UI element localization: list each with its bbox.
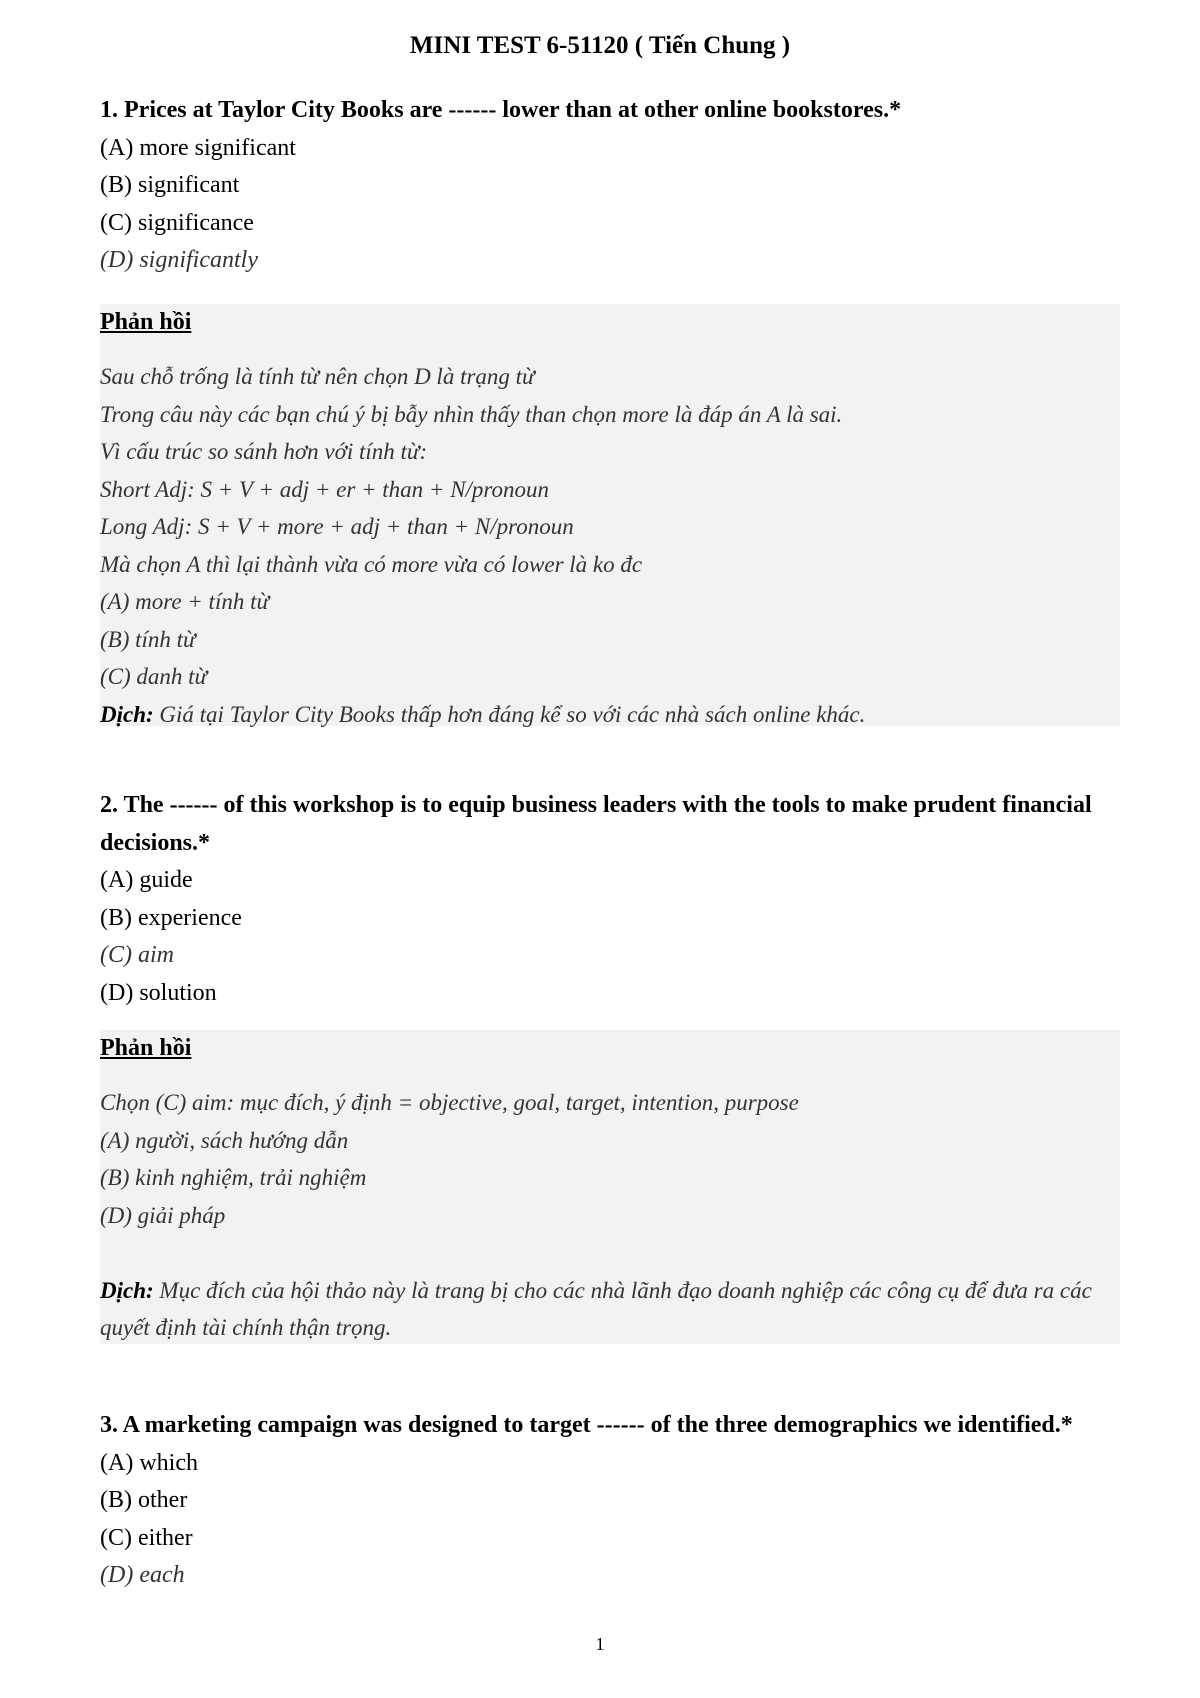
feedback-line: (C) danh từ [100,664,208,689]
translation-text: Mục đích của hội thảo này là trang bị cho các nhà lãnh đạo doanh nghiệp các công cụ để đưa ra các quyết định tài chính thận trọng. [100,1277,1092,1340]
feedback-line: Mà chọn A thì lại thành vừa có more vừa có lower là ko đc [100,551,643,577]
feedback-line: (A) more + tính từ [100,589,270,614]
feedback-line: Chọn (C) aim: mục đích, ý định = objective, goal, target, intention, purpose [100,1090,799,1115]
question-3 [100,1407,1120,1595]
question-2 [100,787,1120,1012]
feedback-line: Long Adj: S + V + more + adj + than + N/pronoun [100,514,574,539]
option-d-correct: (D) each [100,1562,185,1588]
feedback-spacer [100,1234,1120,1272]
option-a: (A) which [100,1449,198,1476]
question-1 [100,92,1120,280]
page-number: 1 [595,1634,605,1654]
option-c: (C) either [100,1524,193,1551]
option-c: (C) significance [100,209,254,236]
feedback-heading: Phản hồi [100,1035,192,1061]
page-title: MINI TEST 6-51120 ( Tiến Chung ) [409,32,791,59]
translation-text: Giá tại Taylor City Books thấp hơn đáng kể so với các nhà sách online khác. [153,701,866,727]
feedback-line: Sau chỗ trống là tính từ nên chọn D là trạng từ [100,364,535,389]
feedback-box-2 [100,1030,1120,1344]
feedback-line: (B) tính từ [100,626,196,652]
question-stem: 2. The ------ of this workshop is to equip business leaders with the tools to make prudent financial decisions.* [100,792,1092,856]
translation-label: Dịch: [100,1277,154,1303]
option-d: (D) solution [100,979,217,1006]
option-a: (A) guide [100,867,193,893]
feedback-heading: Phản hồi [100,309,192,335]
question-stem: 3. A marketing campaign was designed to target ------ of the three demographics we identified.* [100,1412,1073,1438]
feedback-line: (D) giải pháp [100,1202,226,1228]
feedback-line: Short Adj: S + V + adj + er + than + N/pronoun [100,476,550,502]
feedback-box-1 [100,304,1120,726]
feedback-line: Trong câu này các bạn chú ý bị bẫy nhìn thấy than chọn more là đáp án A là sai. [100,401,843,427]
option-a: (A) more significant [100,134,296,161]
option-b: (B) experience [100,904,242,931]
option-c-correct: (C) aim [100,942,174,968]
option-d-correct: (D) significantly [100,247,258,273]
translation [100,696,1120,734]
option-b: (B) other [100,1487,188,1513]
feedback-line: (A) người, sách hướng dẫn [100,1127,349,1153]
feedback-line: Vì cấu trúc so sánh hơn với tính từ: [100,439,428,464]
translation [100,1272,1120,1347]
feedback-line: (B) kinh nghiệm, trải nghiệm [100,1165,367,1190]
translation-label: Dịch: [100,701,154,727]
question-stem: 1. Prices at Taylor City Books are ------ lower than at other online bookstores.* [100,97,902,123]
option-b: (B) significant [100,172,240,198]
